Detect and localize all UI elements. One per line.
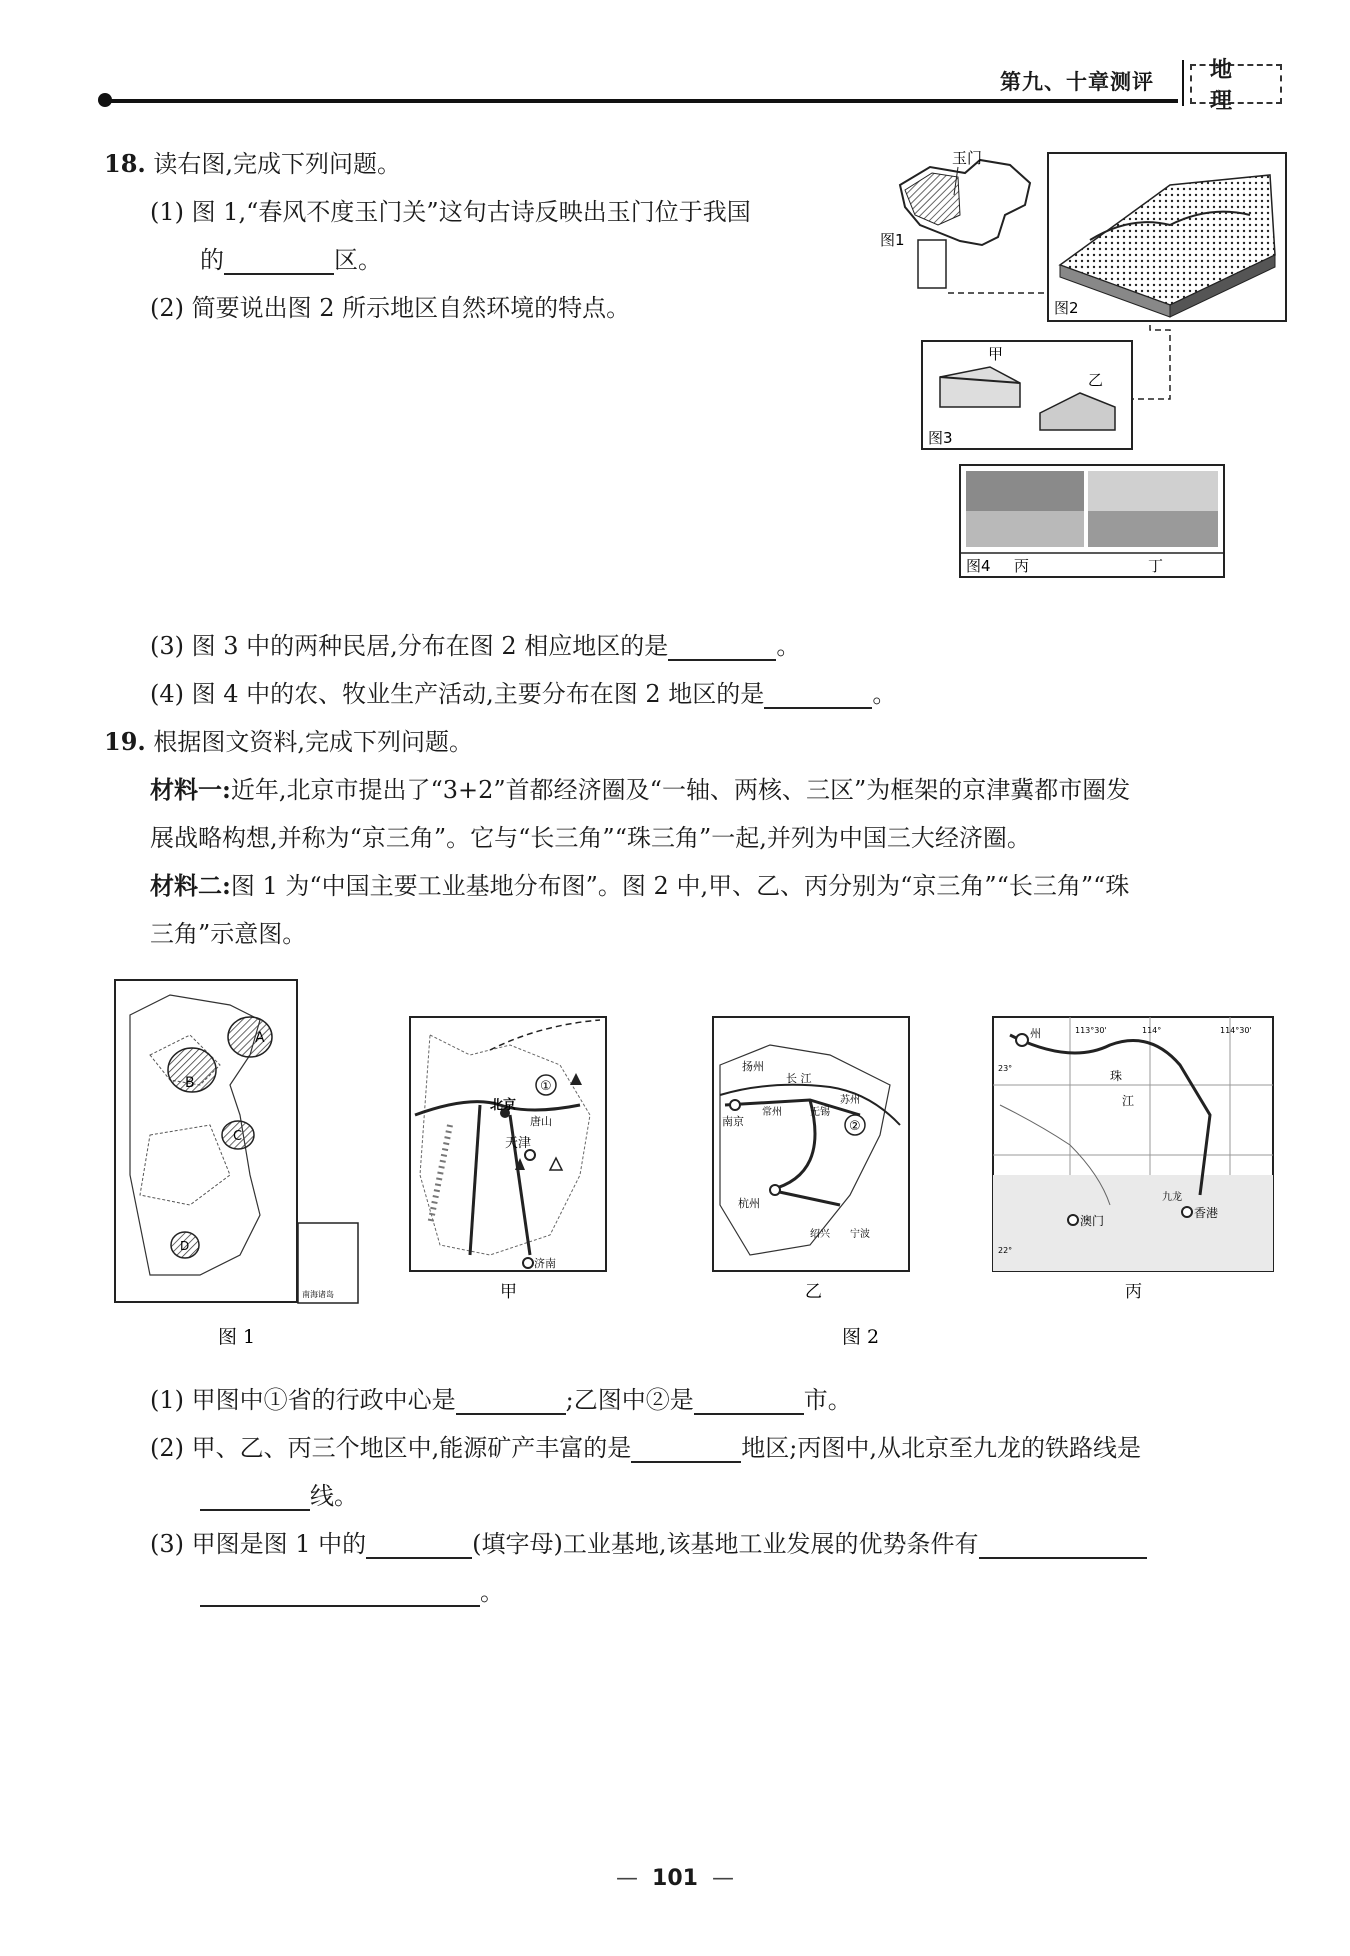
q19-bing-lat1: 23° bbox=[998, 1064, 1013, 1073]
q19-bing-xianggang: 香港 bbox=[1194, 1206, 1219, 1220]
q19-yi-shaoxing: 绍兴 bbox=[810, 1229, 830, 1240]
q19-fig2-caption: 图 2 bbox=[842, 1326, 880, 1348]
q19-map1-b: B bbox=[185, 1075, 195, 1091]
q18-part3: (3) 图 3 中的两种民居,分布在图 2 相应地区的是 。 bbox=[150, 632, 801, 660]
q19-jia-tangshan: 唐山 bbox=[530, 1115, 552, 1128]
q19-bing-jiang: 江 bbox=[1122, 1094, 1135, 1108]
q19-bing-jiulong: 九龙 bbox=[1162, 1192, 1182, 1203]
q19-yi-nanjing: 南京 bbox=[722, 1115, 744, 1128]
q18-fig2-label: 图2 bbox=[1054, 299, 1079, 317]
q19-fig1-caption: 图 1 bbox=[218, 1326, 256, 1348]
q19-blank-1b[interactable] bbox=[694, 1389, 804, 1415]
q19-blank-2b[interactable] bbox=[200, 1485, 310, 1511]
page-number: — 101 — bbox=[616, 1866, 734, 1891]
q19-yi-suzhou: 苏州 bbox=[840, 1095, 860, 1106]
q19-bing-zhou: 州 bbox=[1030, 1027, 1041, 1040]
q18-blank-3[interactable] bbox=[668, 635, 776, 661]
q19-jia-beijing: 北京 bbox=[490, 1098, 517, 1113]
q19-blank-3b[interactable] bbox=[979, 1533, 1147, 1559]
q19-label-yi: 乙 bbox=[805, 1282, 822, 1302]
q18-blank-4[interactable] bbox=[764, 683, 872, 709]
q19-map1-c: C bbox=[233, 1129, 243, 1144]
q18-part4: (4) 图 4 中的农、牧业生产活动,主要分布在图 2 地区的是 。 bbox=[150, 680, 897, 708]
q18-fig3-dwellings bbox=[922, 341, 1132, 449]
subject-badge: 地 理 bbox=[1190, 64, 1282, 104]
q19-fig1-map bbox=[115, 980, 358, 1303]
q19-bing-lon1: 113°30' bbox=[1075, 1026, 1107, 1035]
q19-map-yi bbox=[713, 1017, 909, 1271]
q18-fig4-label: 图4 bbox=[966, 557, 991, 575]
q18-part2: (2) 简要说出图 2 所示地区自然环境的特点。 bbox=[150, 294, 631, 322]
q19-maps bbox=[110, 975, 1290, 1355]
q18-jia-label: 甲 bbox=[988, 345, 1004, 363]
q19-map1-nanhai: 南海诸岛 bbox=[302, 1290, 334, 1299]
q19-bing-lon3: 114°30' bbox=[1220, 1026, 1252, 1035]
q18-fig3-label: 图3 bbox=[928, 429, 953, 447]
q19-label-jia: 甲 bbox=[500, 1282, 517, 1302]
q19-yi-hangzhou: 杭州 bbox=[738, 1197, 760, 1210]
q19-part2-line2: 线。 bbox=[200, 1482, 358, 1511]
q18-part1-line2: 的 区。 bbox=[200, 246, 382, 274]
q19-map1-d: D bbox=[180, 1239, 190, 1253]
q19-bing-lat2: 22° bbox=[998, 1246, 1013, 1255]
q19-label-bing: 丙 bbox=[1125, 1282, 1142, 1302]
q19-yi-changzhou: 常州 bbox=[762, 1107, 782, 1118]
q19-bing-lon2: 114° bbox=[1142, 1026, 1162, 1035]
q18-bing-label: 丙 bbox=[1014, 557, 1030, 575]
q18-part1-line1: (1) 图 1,“春风不度玉门关”这句古诗反映出玉门位于我国 bbox=[150, 198, 751, 226]
q18-yi-label: 乙 bbox=[1088, 371, 1104, 389]
q18-blank-1[interactable] bbox=[224, 249, 334, 275]
header-divider bbox=[1182, 60, 1184, 106]
q18-fig2-landscape bbox=[1048, 153, 1286, 321]
q19-material1-line1: 材料一:近年,北京市提出了“3+2”首都经济圈及“一轴、两核、三区”为框架的京津冀都市圈发 bbox=[150, 775, 1131, 804]
q19-material1-line2: 展战略构想,并称为“京三角”。它与“长三角”“珠三角”一起,并列为中国三大经济圈。 bbox=[150, 824, 1031, 852]
q18-fig4-photos bbox=[960, 465, 1224, 577]
q18-fig1-label: 图1 bbox=[880, 231, 905, 249]
q19-material2-line2: 三角”示意图。 bbox=[150, 920, 307, 948]
q19-yi-changjiang: 长 江 bbox=[786, 1072, 812, 1085]
header-rule bbox=[100, 99, 1178, 103]
q19-blank-3a[interactable] bbox=[366, 1533, 472, 1559]
q19-jia-jinan: 济南 bbox=[534, 1257, 556, 1270]
q18-ding-label: 丁 bbox=[1148, 557, 1164, 575]
q19-bing-zhu: 珠 bbox=[1110, 1069, 1123, 1083]
q19-map-jia bbox=[410, 1017, 606, 1271]
q19-part3-line1: (3) 甲图是图 1 中的 (填字母)工业基地,该基地工业发展的优势条件有 bbox=[150, 1530, 1147, 1559]
q19-yi-two: ② bbox=[849, 1119, 861, 1134]
q19-map1-a: A bbox=[255, 1030, 265, 1046]
q19-blank-3c[interactable] bbox=[200, 1581, 480, 1607]
q18-number: 18. bbox=[104, 149, 146, 178]
chapter-title: 第九、十章测评 bbox=[1000, 70, 1154, 94]
q19-part3-line2: 。 bbox=[200, 1578, 504, 1607]
q19-part2-line1: (2) 甲、乙、丙三个地区中,能源矿产丰富的是 地区;丙图中,从北京至九龙的铁路线是 bbox=[150, 1434, 1141, 1462]
q19-jia-one: ① bbox=[540, 1079, 552, 1094]
q19-number: 19. bbox=[104, 727, 146, 756]
q19-stem: 19. 根据图文资料,完成下列问题。 bbox=[104, 727, 474, 756]
q19-yi-wuxi: 无锡 bbox=[810, 1107, 830, 1118]
q19-bing-aomen: 澳门 bbox=[1080, 1214, 1105, 1228]
q18-yumen-label: 玉门 bbox=[952, 149, 983, 167]
q19-material2-line1: 材料二:图 1 为“中国主要工业基地分布图”。图 2 中,甲、乙、丙分别为“京三角”“长三角”“珠 bbox=[150, 871, 1130, 900]
q19-blank-1a[interactable] bbox=[456, 1389, 566, 1415]
q19-part1: (1) 甲图中①省的行政中心是 ;乙图中②是 市。 bbox=[150, 1386, 852, 1414]
q19-yi-yangzhou: 扬州 bbox=[742, 1060, 764, 1073]
q19-blank-2a[interactable] bbox=[631, 1437, 741, 1463]
q19-map-bing bbox=[993, 1017, 1273, 1271]
q18-fig1-map bbox=[880, 149, 1030, 288]
q19-yi-ningbo: 宁波 bbox=[850, 1229, 870, 1240]
q18-figure-group bbox=[870, 145, 1290, 585]
q19-jia-tianjin: 天津 bbox=[505, 1136, 532, 1151]
q18-stem: 18. 读右图,完成下列问题。 bbox=[104, 149, 402, 178]
